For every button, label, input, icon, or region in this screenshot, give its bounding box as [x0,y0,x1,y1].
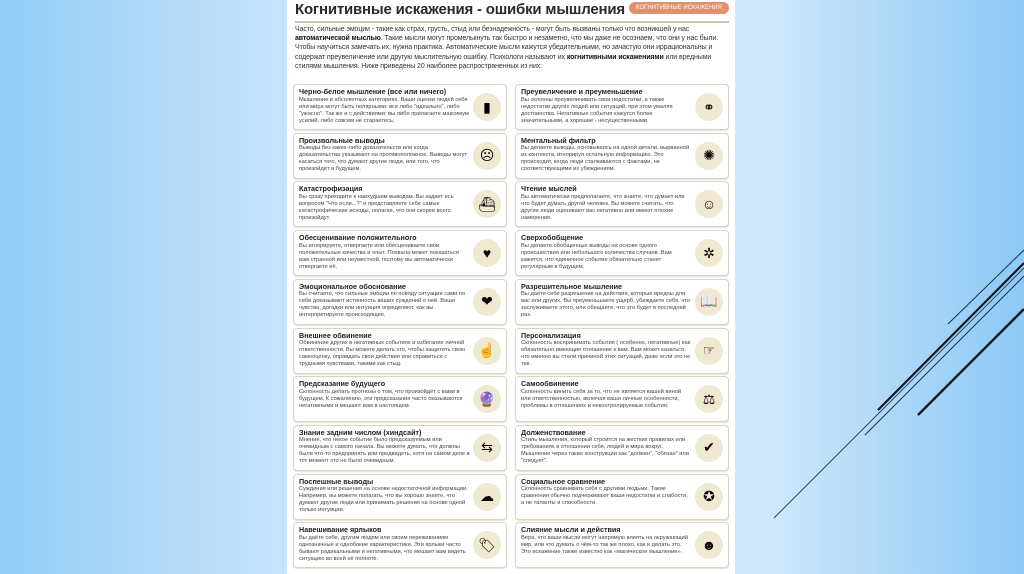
intro-part: . Такие мысли могут промелькнуть так быстро и незаметно, что мы даже не осознаем, что они у нас были. Чтобы научиться замечать их, нужна практика. Автоматические мысли кажутся убедительными, но зачастую они иррациональны и содержат преувеличение или другую мыслительную ошибку. Психологи называют их [295,35,719,61]
network-icon: ✲ [695,239,723,267]
distortion-card [293,474,507,520]
card-title: Социальное сравнение [521,476,606,486]
distortion-card [515,133,729,179]
brain-filter-icon: ✺ [695,142,723,170]
distortion-card [515,279,729,325]
thought-cloud-icon: ☁ [473,483,501,511]
distortion-card [293,425,507,471]
distortion-card [293,230,507,276]
card-title: Поспешные выводы [299,476,374,486]
card-title: Долженствование [521,427,586,437]
card-text: Склонность сравнивать себя с другими людьми. Такие сравнения обычно подчеркивают ваши недостатки и слабости, а не таланты и способности. [521,486,688,507]
card-text: Вы даёте себе разрешение на действия, которые вредны для вас или других. Вы преуменьшаете ущерб, убеждаете себя, что заслуживаете этого, или обещаете, что это будет в последний раз. [521,291,690,319]
card-text: Выводы без каких-либо доказательств или когда доказательства указывают на противоположное. Выводы могут касаться того, что думают другие люди, или того, что произойдёт в будущем. [299,145,468,173]
card-text: Склонность винить себя за то, что не является вашей виной или ответственностью, включая ваши личные особенности, проблемы в отношениях и неконтролируемые события. [521,388,682,409]
intro-part: или вредными стилями мышления. Ниже приведены 20 наиболее распространенных из них: [295,53,712,70]
page-title: Когнитивные искажения - ошибки мышления [295,1,625,18]
card-title: Внешнее обвинение [299,330,372,340]
distortion-card [515,181,729,227]
card-title: Обесценивание положительного [299,233,417,243]
card-text: Склонность воспринимать события ( особенно, негативные) как обязательно имеющие отношение к вам. Вам может казаться, что именно вы стали причиной этих ситуаций, даже если это не так. [521,340,691,367]
pointing-fingers-icon: ☝ [473,337,501,365]
card-text: Вы игнорируете, отвергаете или обесцениваете свои положительные качества и опыт. Похвала может показаться вам странной или неуместной, поэтому вы автоматически отвергаете её. [299,242,459,270]
card-title: Эмоциональное обоснование [299,281,406,291]
sinking-ship-icon: ⛴ [473,190,501,218]
category-badge: КОГНИТИВНЫЕ ИСКАЖЕНИЯ [629,2,729,14]
distortion-card [293,84,507,130]
card-title: Знание задним числом (хиндсайт) [299,427,422,437]
head-icon: ☹ [473,142,501,170]
distortion-card [515,474,729,520]
infographic-page [287,0,735,574]
label-tag-icon: 🏷 [473,531,501,559]
distortion-card [515,522,729,568]
card-title: Сверхобобщение [521,233,584,243]
card-title: Предсказание будущего [299,379,386,389]
distortion-card [515,376,729,422]
card-title: Навешивание ярлыков [299,525,382,535]
card-text: Вы склонны преувеличивать свои недостатки, а также недостатки других людей или ситуаций, при этом умаляя достоинства. Негативные события кажутся более значительными, а хорошие - несущественными. [521,96,673,124]
card-text: Вы даёте себе, другим людям или своим переживаниям однозначные и однобокие характеристики. Эти ярлыки часто бывают радикальными и негативными, что мешает вам видеть ситуацию во всей её полноте. [299,534,466,562]
card-title: Разрешительное мышление [521,281,623,291]
binoculars-icon: ⚭ [695,93,723,121]
card-text: Вы делаете выводы, основываясь на одной детали, вырванной из контекста, игнорируя остальную информацию. Это происходит, когда люди сталкиваются с фактами, не соответствующими их убеждениям. [521,145,690,173]
card-title: Преувеличение и преуменьшение [521,87,643,96]
distortion-card [293,133,507,179]
face-icon: ☻ [695,531,723,559]
intro-part: Часто, сильные эмоции - такие как страх, грусть, стыд или безнадежность - могут быть вызваны только что возникшей у нас [295,26,690,33]
card-text: Мнение, что некое событие было предсказуемым или очевидным с самого начала. Вы можете думать, что должны были что-то предпринять или предвидеть, хотя на самом деле в тот момент это не было очевидным. [299,437,470,465]
card-text: Вы автоматически предполагаете, что знаете, что думает или что будет думать другой человек. Вы можете считать, что другие люди оценивают вас негативно или имеют плохие намерения. [521,193,685,221]
distortion-card [515,230,729,276]
card-text: Вера, что ваши мысли могут напрямую влиять на окружающий мир, или что думать о чём-то так же плохо, как и делать это. Это искажение также известно как «магическое мышление». [521,534,688,555]
card-text: Суждения или решения на основе недостаточной информации. Например, вы можете полагать, что вы хорошо знаете, что думают другие люди или принимать решения на основе одной только интуиции. [299,486,468,514]
card-text: Склонность делать прогнозы о том, что произойдёт с вами в будущем. К сожалению, эти предсказания часто оказываются негативными и мешают вам в настоящем. [299,388,463,409]
award-rosette-icon: ✪ [695,483,723,511]
card-title: Персонализация [521,330,581,340]
head-heart-icon: ❤ [473,288,501,316]
distortion-card [293,181,507,227]
distortion-card [293,522,507,568]
card-title: Чтение мыслей [521,184,577,194]
intro-bold: когнитивными искажениями [566,53,664,61]
pointing-finger-icon: ☞ [695,337,723,365]
card-text: Стиль мышления, который строится на жестких правилах или требованиях в отношении себя, людей и мира вокруг. Мышление через такие конструкции как "должен", "обязан" или "следует". [521,437,689,465]
signpost-icon: ⇆ [473,434,501,462]
card-text: Вы сразу приходите к наихудшим выводам. Вы задает есь вопросом "Что если...?" и представляете себе самые катастрофические исходы, полагая, что они скорее всего произойдут. [299,193,454,221]
card-text: Вы делаете обобщенные выводы на основе одного происшествия или небольшого количества случаев. Вам кажется, что единичное событие обязательно станет регулярным в будущем. [521,242,672,270]
gavel-icon: ⚖ [695,385,723,413]
card-title: Слияние мысли и действия [521,525,621,535]
intro-text [295,25,731,71]
divider [295,21,729,23]
distortion-card [515,425,729,471]
trash-heart-icon: ♥ [473,239,501,267]
card-title: Произвольные выводы [299,135,385,145]
crystal-ball-icon: 🔮 [473,385,501,413]
card-title: Черно-белое мышление (все или ничего) [299,87,447,96]
check-cross-bubbles-icon: ✔ [695,434,723,462]
two-heads-icon: ☺ [695,190,723,218]
distortion-card [293,328,507,374]
switch-icon: ▮ [473,93,501,121]
card-title: Ментальный фильтр [521,135,596,145]
card-title: Самообвинение [521,379,579,389]
intro-bold: автоматической мыслью [295,35,381,43]
card-text: Мышление в абсолютных категориях. Ваши оценки людей себя или мира могут быть полярными: все либо "идеально", либо "ужасно". Так же и с действиями: вы либо прилагаете максимум усилий, либо совсем не стараетесь. [299,96,469,124]
distortion-card [293,376,507,422]
book-icon: 📖 [695,288,723,316]
distortion-card [515,84,729,130]
card-text: Обвинение других в негативных событиях и избегание личной ответственности. Вы можете делать это, чтобы защитить свою самооценку, оправдать свои действия или справиться с трудными чувствами, такими как стыд. [299,340,466,367]
distortion-card [515,328,729,374]
card-text: Вы считаете, что сильные эмоции по поводу ситуации сами по себе доказывают истинность ваших суждений о ней. Ваши чувства, догадки или интуиция определяют, как вы интерпретируете происходящее. [299,291,466,319]
distortion-card [293,279,507,325]
card-title: Катастрофизация [299,184,363,194]
